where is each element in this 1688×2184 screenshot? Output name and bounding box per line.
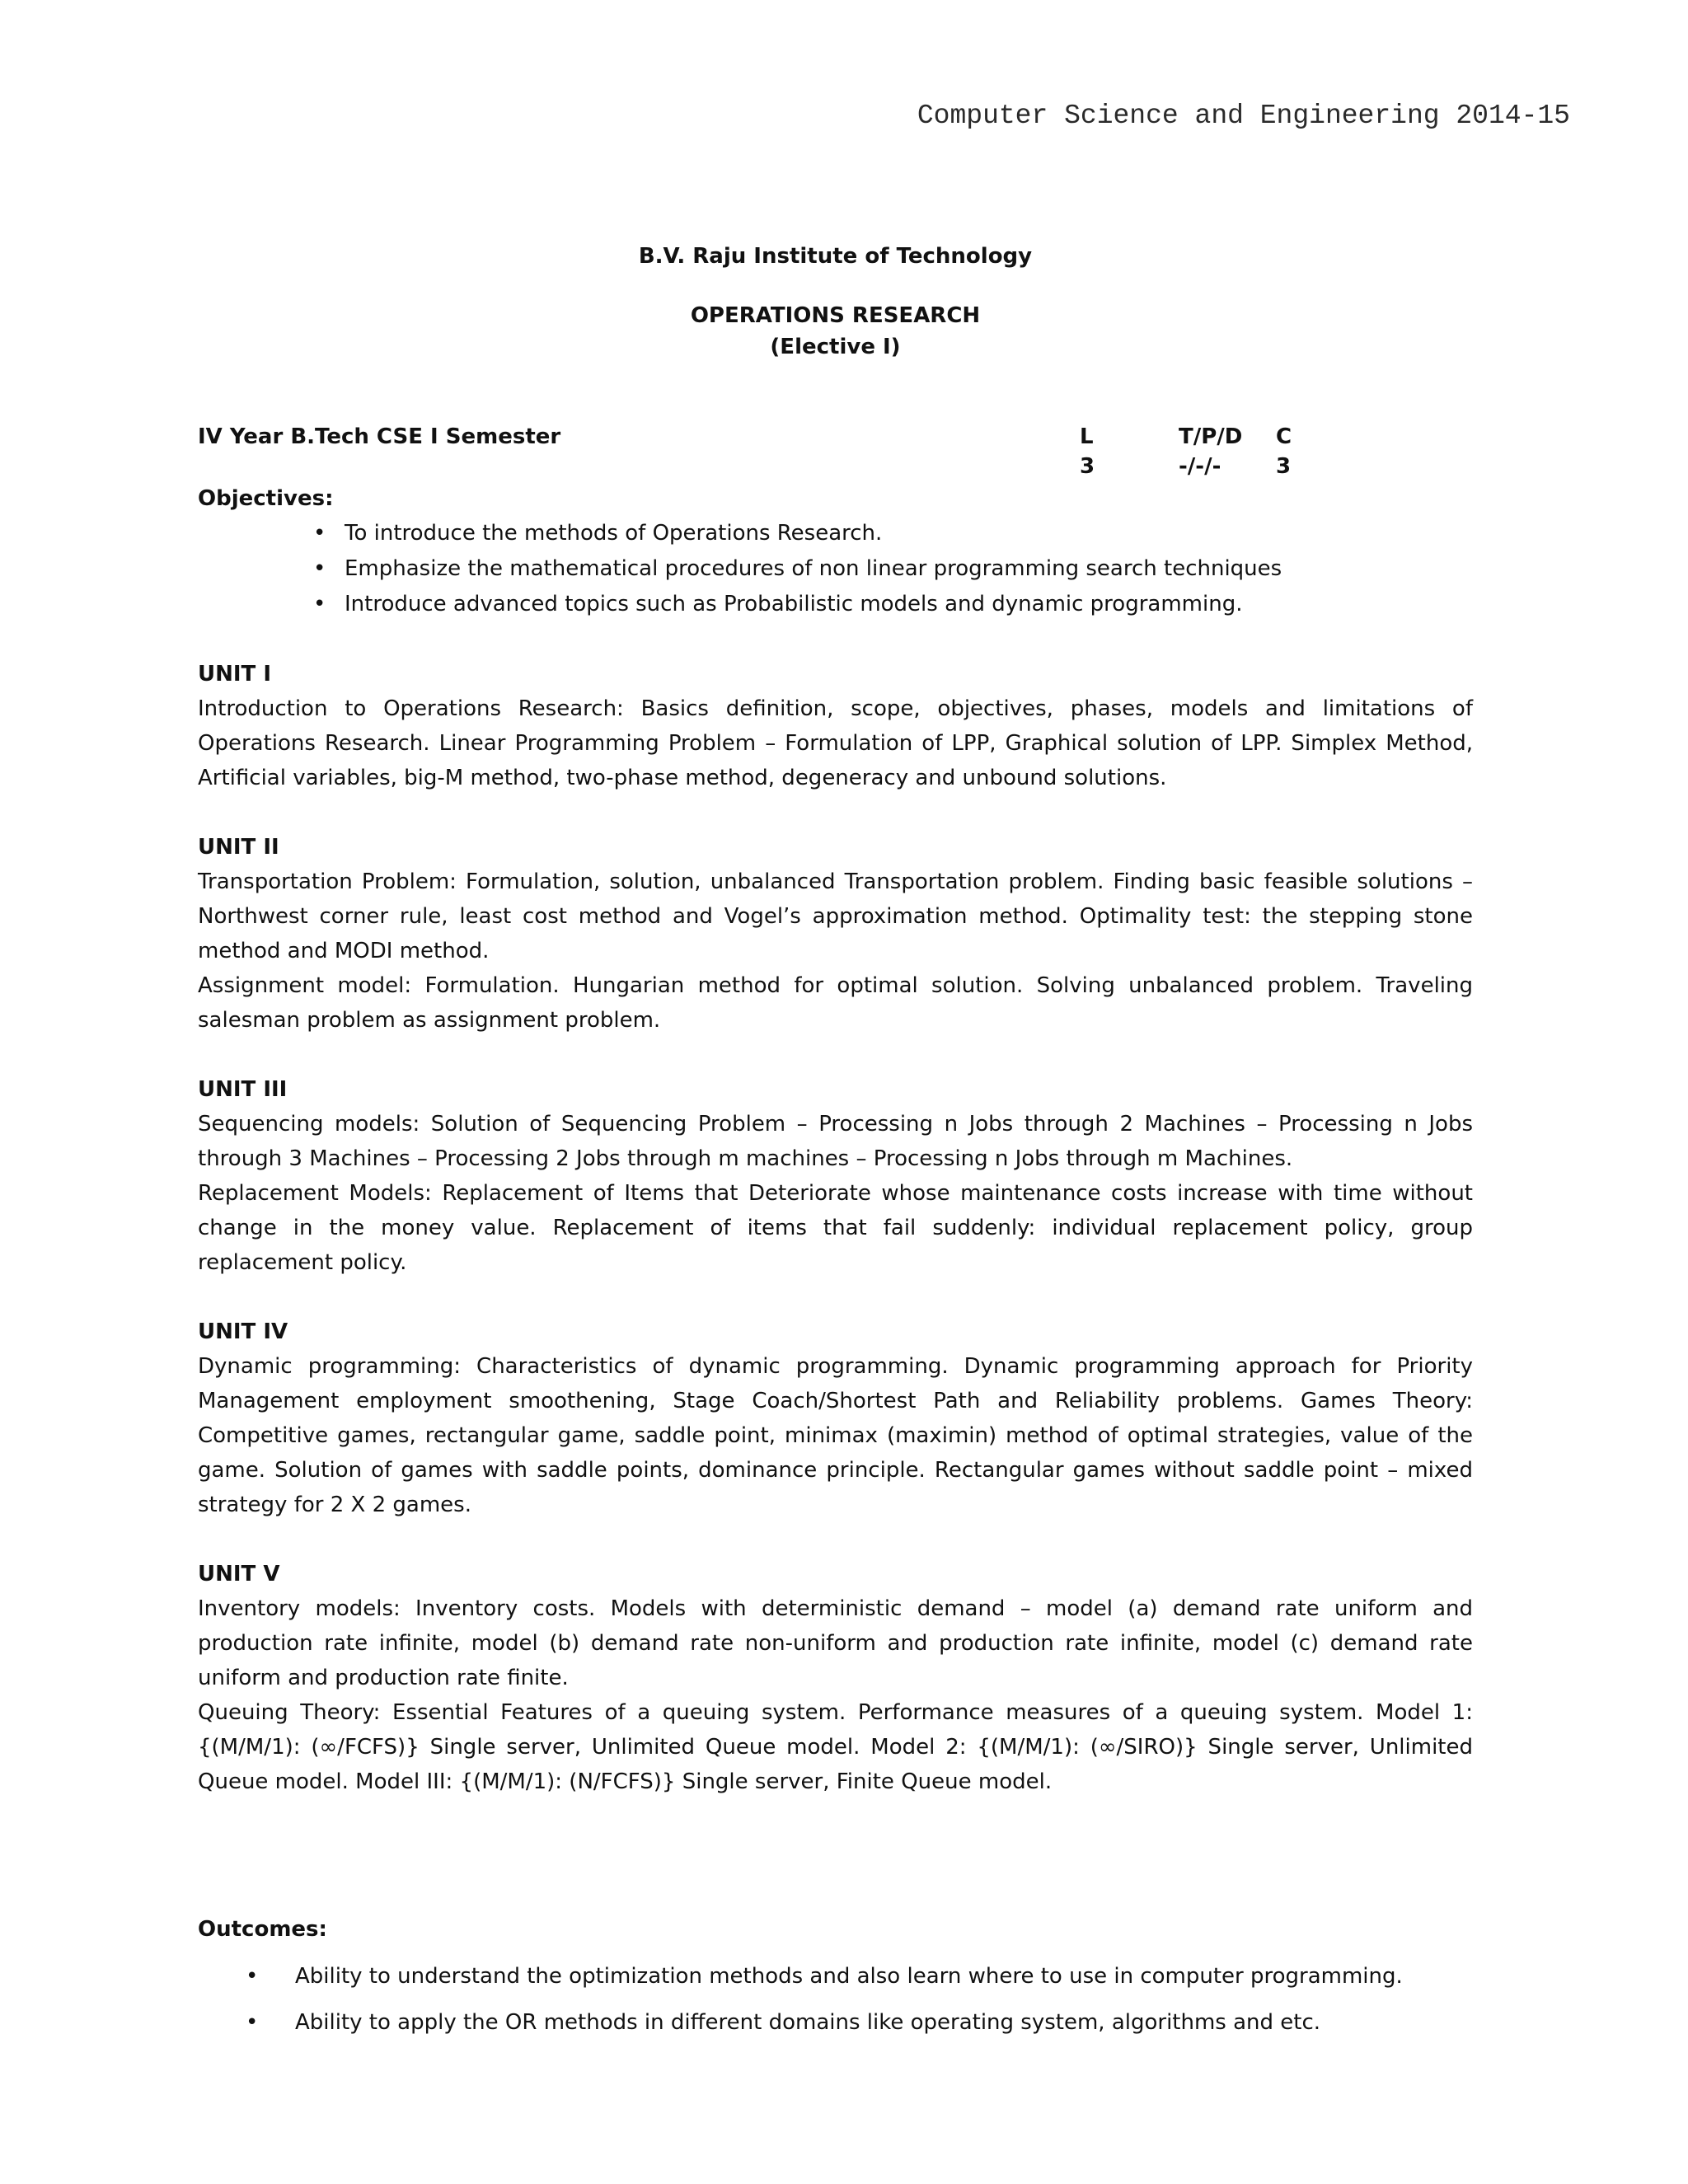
ltpc-tpd-column <box>1179 422 1269 481</box>
ltpc-lecture-value: 3 <box>1080 454 1095 479</box>
objective-text: Introduce advanced topics such as Probabilistic models and dynamic programming. <box>345 592 1243 616</box>
unit-paragraph: Queuing Theory: Essential Features of a queuing system. Performance measures of a queuing system. Model 1: {(M/M/1): (∞/FCFS)} Single server, Unlimited Queue model. Model 2: {(M/M/1): (∞/SIRO)} Single server, Unlimited Queue model. Model III: {(M/M/1): (N/FCFS)} Single server, Finite Queue model. <box>198 1700 1473 1794</box>
unit-paragraph: Dynamic programming: Characteristics of dynamic programming. Dynamic programming approach for Priority Management employment smoothening, Stage Coach/Shortest Path and Reliability problems. Games Theory: Competitive games, rectangular game, saddle point, minimax (maximin) method of optimal strategies, value of the game. Solution of games with saddle points, dominance principle. Rectangular games without saddle point – mixed strategy for 2 X 2 games. <box>198 1354 1473 1517</box>
objective-text: Emphasize the mathematical procedures of non linear programming search techniques <box>345 556 1282 581</box>
outcomes-section <box>198 1912 1473 2046</box>
year-ltpc-row <box>198 422 1473 481</box>
unit-paragraph: Inventory models: Inventory costs. Models with deterministic demand – model (a) demand rate uniform and production rate infinite, model (b) demand rate non-uniform and production rate infinite, model (c) demand rate uniform and production rate finite. <box>198 1596 1473 1690</box>
page-header-department: Computer Science and Engineering 2014-15 <box>917 101 1570 131</box>
unit-paragraph: Assignment model: Formulation. Hungarian method for optimal solution. Solving unbalanced problem. Traveling salesman problem as assignment problem. <box>198 973 1473 1033</box>
bullet-icon: • <box>313 592 326 616</box>
outcome-text: Ability to apply the OR methods in different domains like operating system, algorithms and etc. <box>295 2010 1321 2035</box>
course-title: OPERATIONS RESEARCH <box>690 303 981 328</box>
objectives-heading: Objectives: <box>198 486 334 511</box>
ltpc-credits-header: C <box>1276 424 1292 449</box>
unit-heading: UNIT III <box>198 1077 288 1102</box>
unit-3-section <box>198 1072 1473 1280</box>
syllabus-page <box>198 239 1473 2046</box>
institute-name: B.V. Raju Institute of Technology <box>638 244 1033 269</box>
objectives-list <box>198 516 1473 622</box>
bullet-icon: • <box>246 2010 259 2035</box>
outcome-item <box>198 1953 1473 1999</box>
unit-5-section <box>198 1557 1473 1799</box>
bullet-icon: • <box>246 1964 259 1989</box>
ltpc-credits-column <box>1276 422 1367 481</box>
course-subtitle: (Elective I) <box>770 335 901 359</box>
ltpc-lecture-header: L <box>1080 424 1094 449</box>
bullet-icon: • <box>313 521 326 546</box>
ltpc-credits-value: 3 <box>1276 454 1292 479</box>
outcomes-list <box>198 1953 1473 2046</box>
outcomes-heading: Outcomes: <box>198 1917 327 1942</box>
unit-paragraph: Replacement Models: Replacement of Items that Deteriorate whose maintenance costs increase with time without change in the money value. Replacement of items that fail suddenly: individual replacement policy, group replacement policy. <box>198 1181 1473 1275</box>
ltpc-lecture-column <box>1080 422 1170 481</box>
unit-4-section <box>198 1315 1473 1522</box>
objective-item <box>198 587 1473 622</box>
unit-1-section <box>198 657 1473 795</box>
unit-heading: UNIT I <box>198 662 272 687</box>
outcome-text: Ability to understand the optimization methods and also learn where to use in computer programming. <box>295 1964 1403 1989</box>
objective-item <box>198 551 1473 587</box>
unit-paragraph: Sequencing models: Solution of Sequencing Problem – Processing n Jobs through 2 Machines – Processing n Jobs through 3 Machines – Processing 2 Jobs through m machines – Processing n Jobs through m Machines. <box>198 1112 1473 1171</box>
objective-text: To introduce the methods of Operations Research. <box>345 521 883 546</box>
unit-paragraph: Transportation Problem: Formulation, solution, unbalanced Transportation problem. Finding basic feasible solutions – Northwest corner rule, least cost method and Vogel’s approximation method. Optimality test: the stepping stone method and MODI method. <box>198 869 1473 963</box>
objective-item <box>198 516 1473 551</box>
unit-heading: UNIT II <box>198 835 279 860</box>
ltpc-tpd-value: -/-/- <box>1179 454 1221 479</box>
unit-heading: UNIT IV <box>198 1319 288 1344</box>
course-title-block <box>198 300 1473 363</box>
ltpc-tpd-header: T/P/D <box>1179 424 1243 449</box>
unit-heading: UNIT V <box>198 1562 280 1586</box>
bullet-icon: • <box>313 556 326 581</box>
outcome-item <box>198 1999 1473 2046</box>
year-semester-label: IV Year B.Tech CSE I Semester <box>198 424 561 449</box>
unit-2-section <box>198 830 1473 1038</box>
unit-paragraph: Introduction to Operations Research: Basics definition, scope, objectives, phases, models and limitations of Operations Research. Linear Programming Problem – Formulation of LPP, Graphical solution of LPP. Simplex Method, Artificial variables, big-M method, two-phase method, degeneracy and unbound solutions. <box>198 696 1473 790</box>
